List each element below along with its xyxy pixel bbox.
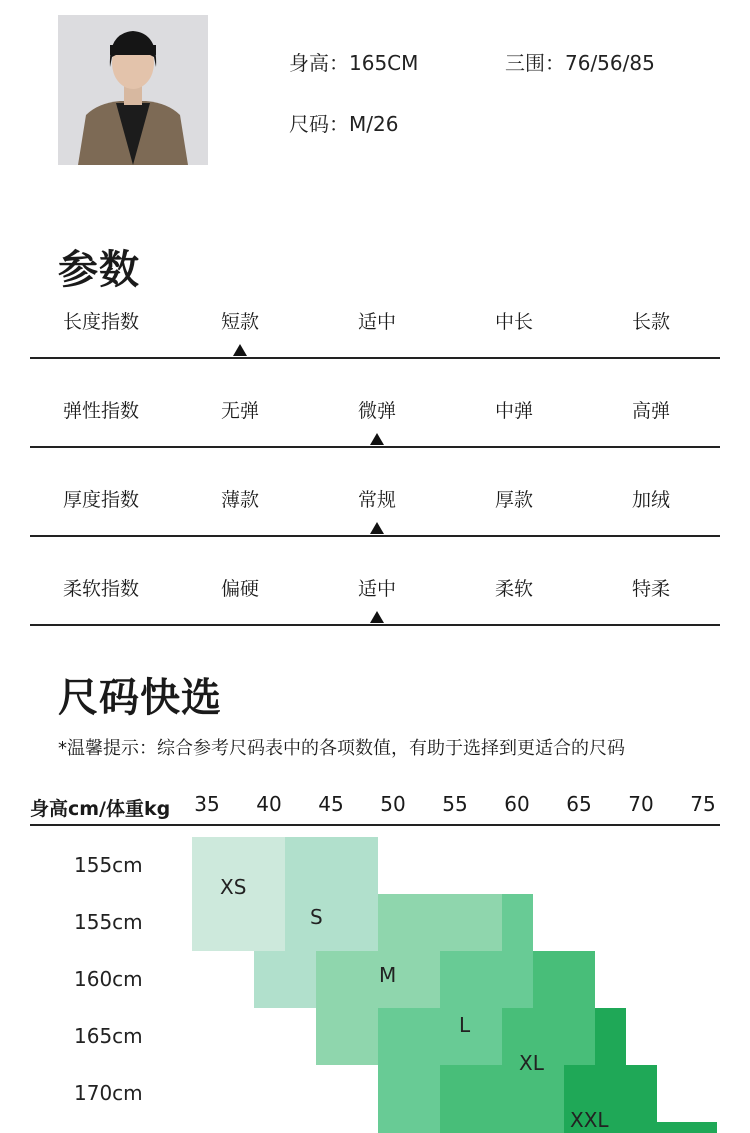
param-label: 厚度指数 (62, 489, 139, 511)
param-option: 中弹 (494, 400, 533, 422)
size-zone-xl (533, 951, 595, 1008)
param-option: 无弹 (220, 400, 259, 422)
param-option: 短款 (220, 311, 259, 333)
size-zone-s (254, 951, 316, 1008)
size-label-xl[interactable]: XL (519, 1051, 544, 1075)
weight-column-label: 50 (380, 792, 406, 816)
param-divider (30, 535, 720, 537)
size-zone-xxl (595, 1008, 626, 1065)
param-option: 适中 (357, 311, 396, 333)
size-label-xs[interactable]: XS (220, 875, 247, 899)
param-label: 长度指数 (62, 311, 139, 333)
size-table-header-label: 身高cm/体重kg (30, 798, 171, 820)
param-option: 常规 (357, 489, 396, 511)
model-height: 身高：165CM (289, 51, 419, 75)
height-row-label: 170cm (74, 1081, 143, 1105)
param-option: 特柔 (631, 578, 670, 600)
param-selected-marker-icon (370, 522, 384, 534)
size-zone-xl (440, 1065, 564, 1133)
weight-column-label: 65 (566, 792, 592, 816)
height-row-label: 160cm (74, 967, 143, 991)
size-zone-xxl (657, 1122, 717, 1133)
param-row (30, 567, 720, 656)
size-title: 尺码快选 (58, 675, 222, 721)
model-size: 尺码：M/26 (289, 112, 399, 136)
size-label-s[interactable]: S (310, 905, 323, 929)
param-option: 适中 (357, 578, 396, 600)
model-measurements: 三围：76/56/85 (505, 51, 655, 75)
height-row-label: 155cm (74, 853, 143, 877)
param-option: 加绒 (631, 489, 670, 511)
param-selected-marker-icon (233, 344, 247, 356)
param-option: 偏硬 (220, 578, 259, 600)
weight-column-label: 35 (194, 792, 220, 816)
size-zone-l (502, 894, 533, 951)
param-label: 弹性指数 (62, 400, 139, 422)
size-zone-xl (502, 1008, 595, 1065)
param-row (30, 389, 720, 478)
size-label-m[interactable]: M (379, 963, 397, 987)
height-row-label: 155cm (74, 910, 143, 934)
param-option: 微弹 (357, 400, 396, 422)
param-divider (30, 357, 720, 359)
weight-column-label: 75 (690, 792, 716, 816)
weight-column-label: 45 (318, 792, 344, 816)
param-row (30, 300, 720, 389)
weight-column-label: 40 (256, 792, 282, 816)
model-photo (58, 15, 208, 165)
size-label-l[interactable]: L (459, 1013, 471, 1037)
params-title: 参数 (58, 247, 140, 293)
model-figure-illustration (58, 15, 208, 165)
size-label-xxl[interactable]: XXL (570, 1108, 609, 1132)
param-option: 柔软 (494, 578, 533, 600)
weight-column-label: 70 (628, 792, 654, 816)
param-divider (30, 624, 720, 626)
size-zone-l (378, 1065, 440, 1133)
param-option: 高弹 (631, 400, 670, 422)
weight-column-label: 60 (504, 792, 530, 816)
param-option: 薄款 (220, 489, 259, 511)
param-row (30, 478, 720, 567)
height-row-label: 165cm (74, 1024, 143, 1048)
param-option: 中长 (494, 311, 533, 333)
size-zone-m (378, 894, 502, 951)
param-selected-marker-icon (370, 433, 384, 445)
param-option: 厚款 (494, 489, 533, 511)
size-zone-l (378, 1008, 502, 1065)
param-divider (30, 446, 720, 448)
param-option: 长款 (631, 311, 670, 333)
param-label: 柔软指数 (62, 578, 139, 600)
size-table-divider (30, 824, 720, 826)
size-zone-l (440, 951, 533, 1008)
weight-column-label: 55 (442, 792, 468, 816)
size-notice: *温馨提示：综合参考尺码表中的各项数值，有助于选择到更适合的尺码 (58, 738, 625, 759)
param-selected-marker-icon (370, 611, 384, 623)
